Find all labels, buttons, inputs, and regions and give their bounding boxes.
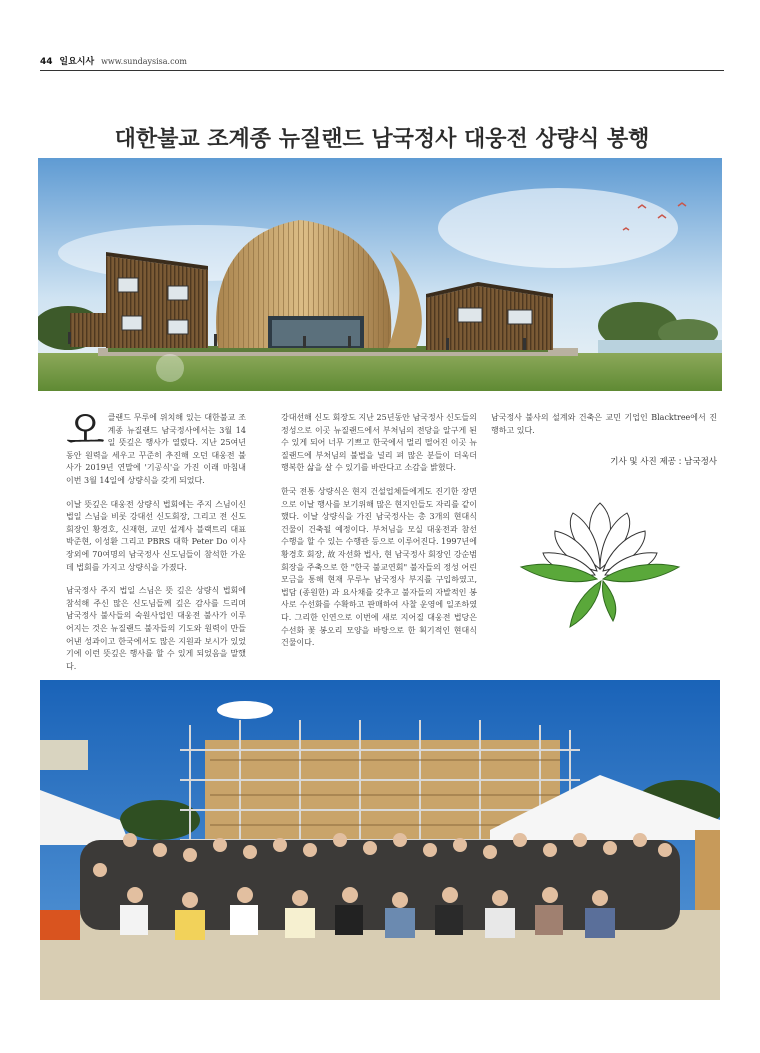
page-number: 44: [40, 57, 53, 67]
page-header: [40, 56, 724, 71]
article-title: 대한불교 조계종 뉴질랜드 남국정사 대웅전 상량식 봉행: [114, 127, 650, 152]
publication-name: 일요시사: [59, 57, 95, 67]
temple-rendering-image: [38, 158, 722, 391]
article-column-1: [66, 408, 246, 684]
article-column-2: [281, 412, 477, 661]
paragraph-6: 남국정사 불사의 설계와 건축은 교민 기업인 Blacktree에서 진행하고 있다.: [491, 413, 717, 435]
paragraph-4: 강대선해 신도 회장도 지난 25년동안 남국정사 신도들의 정성으로 이곳 뉴질랜드에서 부처님의 전당을 알구게 된 수 있게 되어 너무 기쁘고 한국에서 멀리 떨어진 이곳 뉴질랜드에 부처님의 불법을 널리 펴 많은 분들이 더욱더 행복한 삶을 살 수 있기를 바란다고 소감을 밝혔다.: [281, 413, 477, 473]
paragraph-1: [66, 408, 246, 488]
article-column-3: [491, 412, 717, 448]
group-photo: [40, 680, 720, 1000]
paragraph-3: 남국정사 주지 법일 스님은 뜻 깊은 상량식 법회에 참석해 주신 많은 신도님들께 깊은 감사를 드리며 남국정사 불사들의 숙원사업인 대웅전 불사가 이루어지는 것은 뉴질랜드 불자들의 기도와 원력이 만들어낸 성과이고 한국에서도 많은 지원과 보시가 있었기에 이런 뜻깊은 행사를 할 수 있게 되었음을 말했다.: [66, 586, 246, 671]
photo-credit: 기사 및 사진 제공 : 남국정사: [610, 457, 717, 467]
publication-url: www.sundaysisa.com: [101, 57, 187, 66]
paragraph-2: 이날 뜻깊은 대웅전 상량식 법회에는 주지 스님이신 법일 스님을 비롯 강대선 신도회장, 그리고 전 신도회장인 황경호, 신재현, 교민 설계사 블랙트리 대표 박준현, 이성환 그리고 PBRS 대학 Peter Do 이사장외에 70여명의 남국정사 신도님들이 참석한 가운데 법회를 가지고 상량식을 가졌다.: [66, 499, 246, 572]
drop-cap: 오: [66, 408, 105, 454]
paragraph-1-text: 클랜드 무루에 위치해 있는 대한불교 조계종 뉴질랜드 남국정사에서는 3월 14일 뜻깊은 행사가 열렸다. 지난 25여년 동안 원력을 세우고 꾸준히 추진해 오던 대웅전 불사가 2019년 연말에 '기공식'을 가진 이래 마침내 이번 3월 14일에 상량식을 갖게 되었다.: [66, 413, 246, 485]
paragraph-5: 한국 전통 상량식은 현지 건설업체들에게도 진기한 장면으로 이날 행사를 보기위해 많은 현지인들도 자리를 같이 했다. 이날 상량식을 가진 남국정사는 총 3개의 현대식 건물이 건축될 예정이다. 부처님을 모실 대웅전과 참선 수행을 할 수 있는 수행관 등으로 이루어진다. 1997년에 황경호 회장, 故 자선화 법사, 현 남국정사 회장인 강순범 회장을 주축으로 한 "한국 불교연회" 불자들의 정성 어린 모금을 통해 현재 무루누 남국정사 부지를 구입하였고, 법담 (종원한) 과 요사채를 갖추고 불자들의 자발적인 봉사로 수선화를 수확하고 판매하여 사찰 운영에 일조하였다. 그리한 인연으로 이번에 새로 지어질 대웅전 법당은 수선화 꽃 봉오리 모양을 바탕으로 한 획기적인 현대식 건물이다.: [281, 486, 477, 648]
lotus-illustration: [515, 495, 685, 635]
